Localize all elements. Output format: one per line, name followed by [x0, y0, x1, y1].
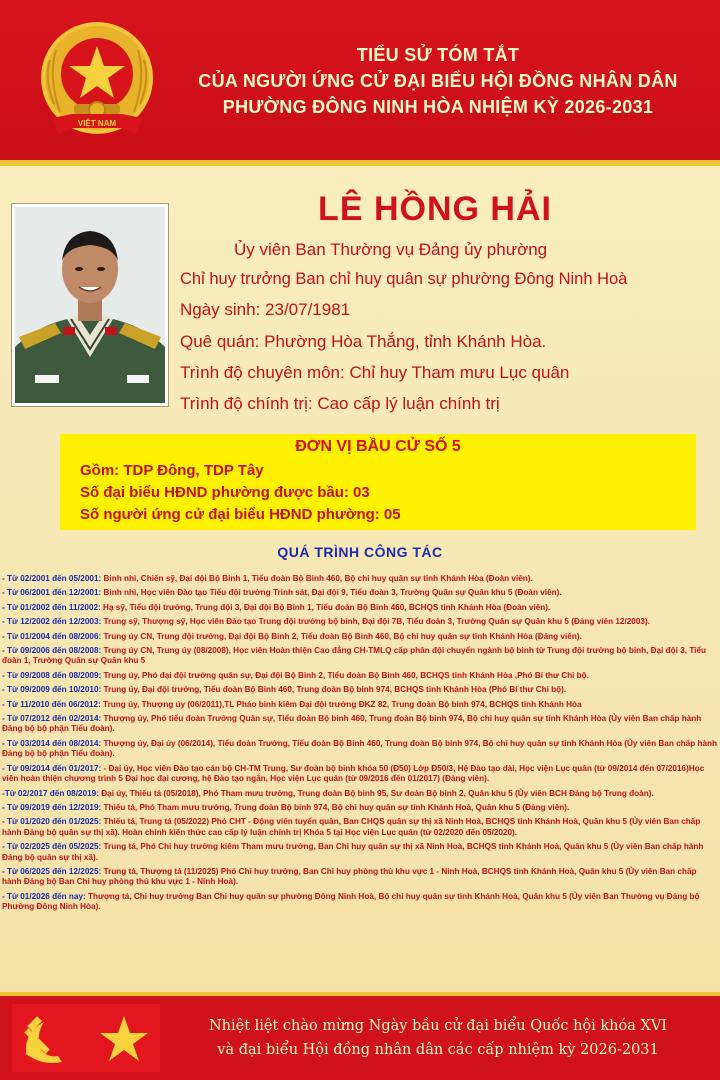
work-history-description: Trung úy, Đại đội trưởng, Tiểu đoàn Bộ Binh 460, Trung đoàn Bộ binh 974, BCHQS tỉnh Khánh Hòa (Phó Bí thư Chi bộ).: [101, 685, 567, 695]
candidate-birthdate: Ngày sinh: 23/07/1981: [180, 300, 351, 319]
work-history-item: [2, 714, 718, 735]
work-history-description: Thượng úy, Đại úy (06/2014), Tiểu đoàn Trưởng, Tiểu đoàn Bộ Binh 460, Trung đoàn Bộ binh 974, Bộ chỉ huy quân sự tỉnh Khánh Hòa (Ủy viên Ban chấp hành Đảng bộ bộ phận Tiểu đoàn).: [2, 738, 718, 759]
work-history-list: [2, 574, 718, 917]
work-history-period: - Từ 09/2009 đến 10/2010:: [2, 685, 102, 695]
footer-line2: và đại biểu Hội đồng nhân dân các cấp nhiệm kỳ 2026-2031: [217, 1042, 659, 1058]
footer-line1: Nhiệt liệt chào mừng Ngày bầu cử đại biểu Quốc hội khóa XVI: [208, 1018, 668, 1034]
candidate-position-party: Ủy viên Ban Thường vụ Đảng ủy phường: [234, 240, 548, 259]
work-history-period: - Từ 03/2014 đến 08/2014:: [2, 738, 102, 748]
work-history-description: Thiếu tá, Phó Tham mưu trưởng, Trung đoàn Bộ binh 974, Bộ chỉ huy quân sự tỉnh Khánh Hoà, Quân khu 5 (Đảng viên).: [101, 802, 570, 812]
election-unit-title: ĐƠN VỊ BẦU CỬ SỐ 5: [295, 438, 461, 455]
footer-message: [168, 1014, 708, 1062]
work-history-title: QUÁ TRÌNH CÔNG TÁC: [277, 544, 443, 560]
work-history-period: - Từ 09/2014 đến 01/2017:: [2, 763, 102, 773]
portrait-illustration: [15, 207, 165, 403]
work-history-item: [2, 739, 718, 760]
header-title-line2: CỦA NGƯỜI ỨNG CỬ ĐẠI BIỂU HỘI ĐỒNG NHÂN DÂN: [198, 71, 678, 91]
work-history-item: [2, 574, 718, 584]
candidate-portrait: [12, 204, 168, 406]
work-history-description: Thiếu tá, Trung tá (05/2022) Phó CHT - Động viên tuyển quân, Ban CHQS quân sự thị xã Ninh Hoà, BCHQS tỉnh Khánh Hoà, Quân khu 5 (Ủy viên Ban chấp hành Đảng bộ quân sự thị xã). Hoàn chỉnh kiến thức cao cấp lý luận chính trị Khóa 5 tại Học viện Lục quân (từ 02/2020 đến 05/2020).: [2, 817, 701, 837]
work-history-item: [2, 685, 718, 695]
work-history-period: - Từ 06/2001 đến 12/2001:: [2, 588, 102, 598]
candidate-position-military: Chỉ huy trưởng Ban chỉ huy quân sự phường Đông Ninh Hoà: [180, 270, 628, 288]
work-history-period: - Từ 01/2004 đến 08/2006:: [2, 631, 102, 641]
work-history-item: [2, 646, 718, 667]
work-history-description: - Đại úy, Học viên Đào tạo cán bộ CH-TM Trung, Sư đoàn bộ binh khóa 50 (Đ50) Lớp Đ50/3, Hệ Đào tạo dài, Học viện Lục quân (từ 09/2014 đến 07/2016)Học viên hoàn thiện chương trình 5 Đại học đại cương, hệ Đào tạo ngắn, Học viện Lục quân (từ 09/2016 đến 01/2017) (Đảng viên).: [2, 763, 705, 784]
election-unit-delegates: Số đại biểu HĐND phường được bầu: 03: [80, 484, 370, 501]
work-history-description: Trung úy, Phó đại đội trưởng quân sự, Đại đội Bộ Binh 2, Tiểu đoàn Bộ Binh 460, BCHQS tỉnh Khánh Hòa ,Phó Bí thư Chi bộ.: [101, 670, 589, 680]
party-flag-icon: [12, 1004, 160, 1072]
national-emblem-icon: [36, 20, 158, 146]
work-history-period: - Từ 07/2012 đến 02/2014:: [2, 714, 102, 724]
work-history-period: - Từ 02/2001 đến 05/2001:: [2, 574, 102, 583]
work-history-item: [2, 617, 718, 627]
work-history-period: - Từ 06/2025 đến 12/2025:: [2, 866, 102, 876]
election-unit-candidates: Số người ứng cử đại biểu HĐND phường: 05: [80, 506, 401, 523]
work-history-item: [2, 789, 718, 799]
header-titles: [168, 42, 708, 120]
work-history-description: Đại úy, Thiếu tá (05/2018), Phó Tham mưu trưởng, Trung đoàn Bộ binh 95, Sư đoàn Bộ binh 2, Quân khu 5 (Ủy viên BCH Đảng bộ Trung đoàn).: [98, 788, 654, 798]
emblem-label: VIỆT NAM: [77, 119, 117, 128]
work-history-item: [2, 671, 718, 681]
work-history-description: Trung úy, Thượng úy (06/2011),TL Pháo binh kiêm Đại đội trưởng ĐKZ 82, Trung đoàn Bộ binh 974, BCHQS tỉnh Khánh Hòa: [100, 699, 582, 709]
candidate-name: LÊ HỒNG HẢI: [318, 190, 552, 228]
work-history-period: - Từ 01/2026 đến nay:: [2, 891, 86, 901]
work-history-item: [2, 632, 718, 642]
work-history-item: [2, 867, 718, 888]
work-history-period: - Từ 01/2002 đến 11/2002:: [2, 602, 101, 612]
work-history-period: - Từ 09/2008 đến 08/2009:: [2, 670, 102, 680]
election-unit-box: [60, 434, 696, 530]
work-history-period: -Từ 02/2017 đến 08/2019:: [2, 788, 99, 798]
work-history-item: [2, 700, 718, 710]
work-history-period: - Từ 09/2006 đến 08/2008:: [2, 646, 102, 656]
work-history-item: [2, 817, 718, 838]
work-history-period: - Từ 11/2010 đến 06/2012:: [2, 699, 101, 709]
work-history-item: [2, 842, 718, 863]
work-history-description: Binh nhì, Chiến sỹ, Đại đội Bộ Binh 1, Tiểu đoàn Bộ Binh 460, Bộ chỉ huy quân sự tỉnh Khánh Hòa (Đoàn viên).: [101, 574, 533, 583]
candidate-political-level: Trình độ chính trị: Cao cấp lý luận chính trị: [180, 394, 500, 413]
election-unit-includes: Gồm: TDP Đông, TDP Tây: [80, 462, 264, 479]
header-divider: [0, 160, 720, 166]
work-history-description: Trung úy CN, Trung đội trưởng, Đại đội Bộ Binh 2, Tiểu đoàn Bộ Binh 460, Bộ chỉ huy quân sự tỉnh Khánh Hòa (Đảng viên).: [101, 631, 582, 641]
work-history-period: - Từ 09/2019 đến 12/2019:: [2, 802, 102, 812]
work-history-period: - Từ 02/2025 đến 05/2025:: [2, 842, 102, 852]
header-title-line3: PHƯỜNG ĐÔNG NINH HÒA NHIỆM KỲ 2026-2031: [222, 97, 654, 117]
work-history-description: Trung sỹ, Thượng sỹ, Học viên Đào tạo Trung đội trưởng bộ binh, Đại đội 7B, Tiểu đoàn 3, Trường Quân sự Quân khu 5 (Đảng viên 12/2003).: [101, 617, 650, 627]
work-history-description: Trung tá, Phó Chỉ huy trưởng kiêm Tham mưu trưởng, Ban Chỉ huy quân sự thị xã Ninh Hoà, BCHQS tỉnh Khánh Hoà, Quân khu 5 (Ủy viên Ban chấp hành Đảng bộ quân sự thị xã).: [2, 842, 704, 862]
work-history-item: [2, 588, 718, 598]
work-history-period: - Từ 12/2002 đến 12/2003:: [2, 617, 102, 627]
work-history-description: Thượng tá, Chỉ huy trưởng Ban Chỉ huy quân sự phường Đông Ninh Hoà, Bộ chỉ huy quân sự tỉnh Khánh Hoà, Quân khu 5 (Ủy viên Ban Thường vụ Đảng bộ Phường Đông Ninh Hòa).: [2, 891, 700, 912]
work-history-description: Binh nhì, Học viên Đào tạo Tiểu đội trưởng Trinh sát, Đại đội 9, Tiểu đoàn 3, Trường Quân sự Quân khu 5 (Đoàn viên).: [101, 588, 562, 598]
work-history-description: Trung úy CN, Trung úy (08/2008), Học viên Hoàn thiện Cao đẳng CH-TMLQ cấp phân đội chuyển ngành bộ binh từ Trung đội trưởng bộ binh, Đại đội 3, Tiểu đoàn 1, Trường Quân sự Quân khu 5: [2, 646, 706, 666]
work-history-description: Trung tá, Thượng tá (11/2025) Phó Chỉ huy trưởng, Ban Chỉ huy phòng thủ khu vực 1 - Ninh Hoà, BCHQS tỉnh Khánh Hoà, Quân khu 5 (Ủy viên Ban chấp hành Đảng bộ Ban Chỉ huy phòng thủ khu vực 1 - Ninh Hoà).: [2, 866, 697, 887]
work-history-period: - Từ 01/2020 đến 01/2025:: [2, 817, 102, 827]
work-history-description: Thượng úy, Phó tiểu đoàn Trưởng Quân sự, Tiểu đoàn Bộ binh 460, Trung đoàn Bộ binh 974, Bộ chỉ huy quân sự tỉnh Khánh Hòa (Ủy viên Ban chấp hành Đảng bộ bộ phận Tiểu đoàn).: [2, 714, 702, 734]
work-history-item: [2, 892, 718, 913]
candidate-expertise: Trình độ chuyên môn: Chỉ huy Tham mưu Lục quân: [180, 363, 570, 382]
work-history-item: [2, 803, 718, 813]
work-history-item: [2, 764, 718, 785]
work-history-item: [2, 603, 718, 613]
candidate-hometown: Quê quán: Phường Hòa Thắng, tỉnh Khánh Hòa.: [180, 332, 547, 351]
header-title-line1: TIỂU SỬ TÓM TẮT: [356, 45, 520, 65]
work-history-description: Hạ sỹ, Tiểu đội trưởng, Trung đội 3, Đại đội Bộ Binh 1, Tiểu đoàn Bộ Binh 460, BCHQS tỉnh Khánh Hòa (Đoàn viên).: [100, 602, 551, 612]
